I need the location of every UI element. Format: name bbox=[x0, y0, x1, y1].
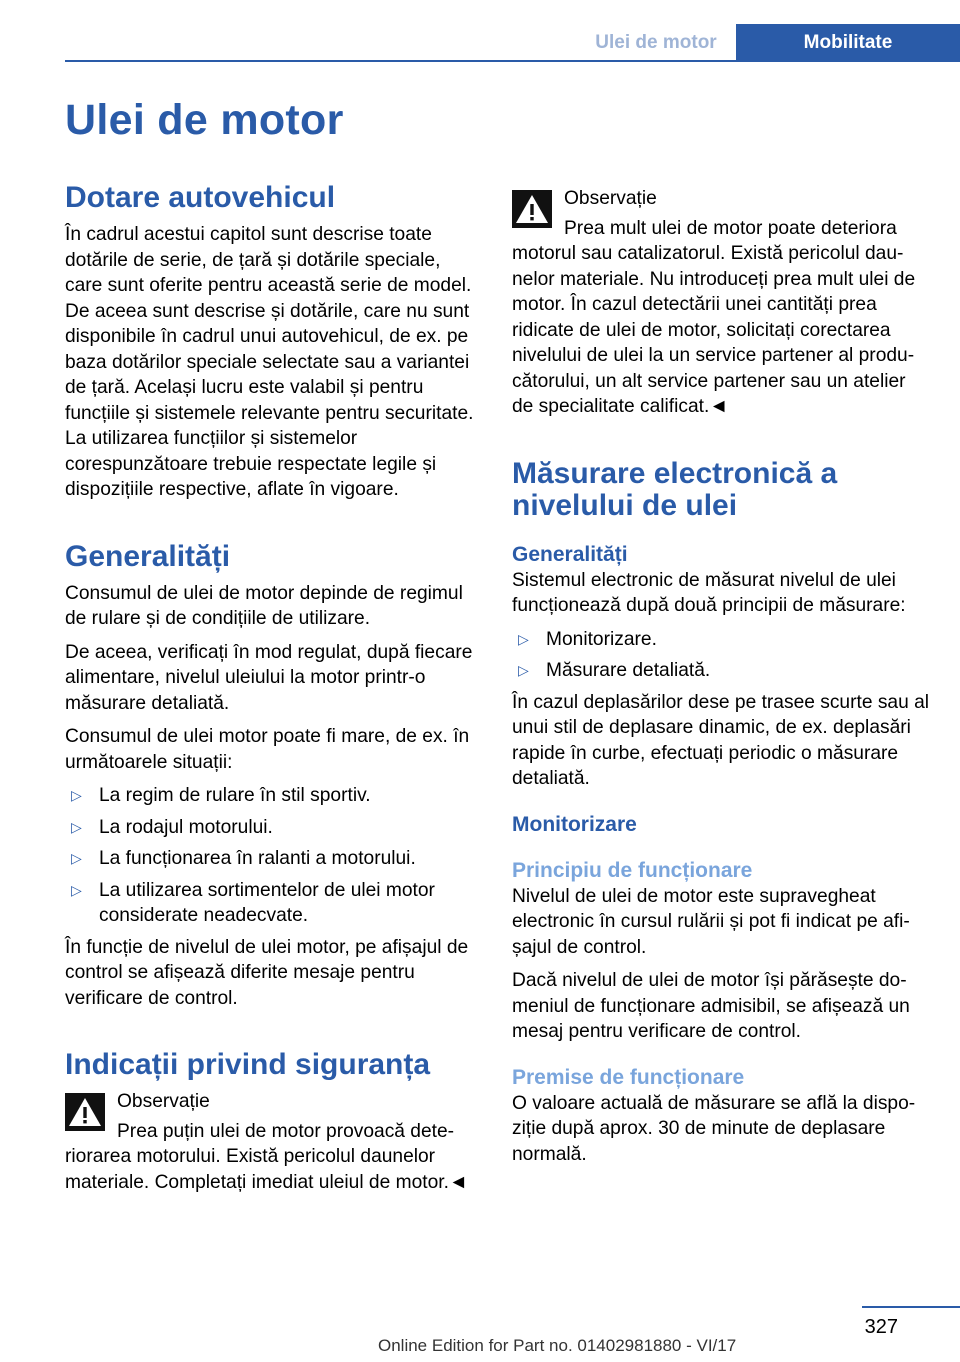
header-chapter-tab: Mobilitate bbox=[736, 24, 960, 62]
list-item: ▷ Monitorizare. bbox=[512, 627, 930, 653]
section-title-masurare: Măsurare electronică a nivelului de ulei bbox=[512, 456, 838, 522]
right-column bbox=[512, 186, 930, 1167]
footer-rule bbox=[862, 1306, 960, 1308]
warning-text: Prea puțin ulei de motor provoacă deteriorarea motorului. Există pericolul daunelor materiale. Completați imediat uleiul de motor.◄ bbox=[65, 1120, 468, 1193]
list-item: ▷ La regim de rulare în stil sportiv. bbox=[65, 783, 483, 809]
subsection-title-generalitati: Generalități bbox=[512, 542, 628, 566]
list-item: ▷ La funcționarea în ralanti a motorului. bbox=[65, 846, 483, 872]
paragraph-monitorizare-3: O valoare actuală de măsurare se află la dispoziție după aprox. 30 de minute de deplasare normală. bbox=[512, 1092, 916, 1165]
paragraph-generalitati-1: Consumul de ulei de motor depinde de regimul de rulare și de condițiile de utilizare. bbox=[65, 582, 463, 629]
header-section-tab: Ulei de motor bbox=[595, 32, 717, 53]
paragraph-masurare-1: Sistemul electronic de măsurat nivelul de ulei funcționează după două principii de măsurare: bbox=[512, 569, 906, 616]
page-title: Ulei de motor bbox=[65, 96, 344, 144]
triangle-bullet-icon: ▷ bbox=[71, 818, 82, 835]
triangle-bullet-icon: ▷ bbox=[518, 662, 529, 678]
list-item: ▷ La utilizarea sortimentelor de ulei motor considerate neadecvate. bbox=[71, 879, 435, 926]
triangle-bullet-icon: ▷ bbox=[71, 850, 82, 866]
warning-note bbox=[512, 186, 930, 420]
paragraph-masurare-2: În cazul deplasărilor dese pe trasee scurte sau al unui stil de deplasare dinamic, de ex. deplasări rapide în curbe, efectuați periodic o măsurare detaliată. bbox=[512, 691, 930, 789]
paragraph-monitorizare-2: Dacă nivelul de ulei de motor își părăsește domeniul de funcționare admisibil, se afișează un mesaj pentru verificare de control. bbox=[512, 970, 910, 1042]
paragraph-generalitati-3: Consumul de ulei motor poate fi mare, de ex. în următoarele situații: bbox=[65, 726, 470, 773]
section-title-siguranta: Indicații privind siguranța bbox=[65, 1048, 431, 1081]
paragraph-generalitati-2: De aceea, verificați în mod regulat, după fiecare alimentare, nivelul uleiului la motor printr-o măsurare detaliată. bbox=[65, 641, 473, 714]
edition-label: Online Edition for Part no. 01402981880 - VI/17 bbox=[378, 1336, 737, 1355]
subsection-title-principiu: Principiu de funcționare bbox=[512, 858, 753, 882]
subsection-title-premise: Premise de funcționare bbox=[512, 1065, 745, 1089]
warning-text: Prea mult ulei de motor poate deteriora motorul sau catalizatorul. Există pericolul daunelor materiale. Nu introduceți prea mult ulei de motor. În cazul detectării unei cantități prea ridicate de ulei de motor, solicitați corectarea nivelului de ulei la un service partener al producătorului, un alt service partener sau un atelier de specialitate calificat.◄ bbox=[512, 217, 916, 417]
list-item: ▷ La rodajul motorului. bbox=[65, 815, 483, 841]
paragraph-generalitati-4: În funcție de nivelul de ulei motor, pe afișajul de control se afișează diferite mesaje pentru verificare de control. bbox=[65, 936, 469, 1009]
warning-label: Observație bbox=[564, 188, 657, 209]
warning-note bbox=[65, 1089, 483, 1195]
page-number: 327 bbox=[864, 1316, 898, 1338]
section-title-generalitati: Generalități bbox=[65, 539, 231, 573]
list-item: ▷ Măsurare detaliată. bbox=[512, 658, 930, 684]
warning-label: Observație bbox=[117, 1091, 210, 1112]
warning-triangle-icon bbox=[512, 190, 552, 228]
subsection-title-monitorizare: Monitorizare bbox=[512, 812, 637, 836]
triangle-bullet-icon: ▷ bbox=[71, 881, 82, 898]
paragraph-monitorizare-1: Nivelul de ulei de motor este supravegheat electronic în cursul rulării și pot fi indicat pe afișajul de control. bbox=[512, 885, 910, 958]
triangle-bullet-icon: ▷ bbox=[518, 630, 529, 647]
consumption-list bbox=[65, 783, 483, 929]
triangle-bullet-icon: ▷ bbox=[71, 787, 82, 803]
section-title-dotare: Dotare autovehicul bbox=[65, 181, 336, 214]
left-column bbox=[65, 182, 483, 1195]
paragraph-dotare: În cadrul acestui capitol sunt descrise toate dotările de serie, de țară și dotările speciale, care sunt oferite pentru această serie de model. De aceea sunt descrise și dotările, care nu sunt disponibile în cadrul unui autovehicul, de ex. pe baza dotărilor speciale selectate sau a variantei de țară. Același lucru este valabil și pentru funcțiile și sistemele relevante pentru securitate. La utilizarea funcțiilor și sistemelor corespunzătoare trebuie respectate legile și dispozițiile respective, aflate în vigoare. bbox=[65, 224, 474, 500]
warning-triangle-icon bbox=[65, 1093, 105, 1131]
header-rule bbox=[65, 60, 960, 62]
principles-list bbox=[512, 627, 930, 684]
